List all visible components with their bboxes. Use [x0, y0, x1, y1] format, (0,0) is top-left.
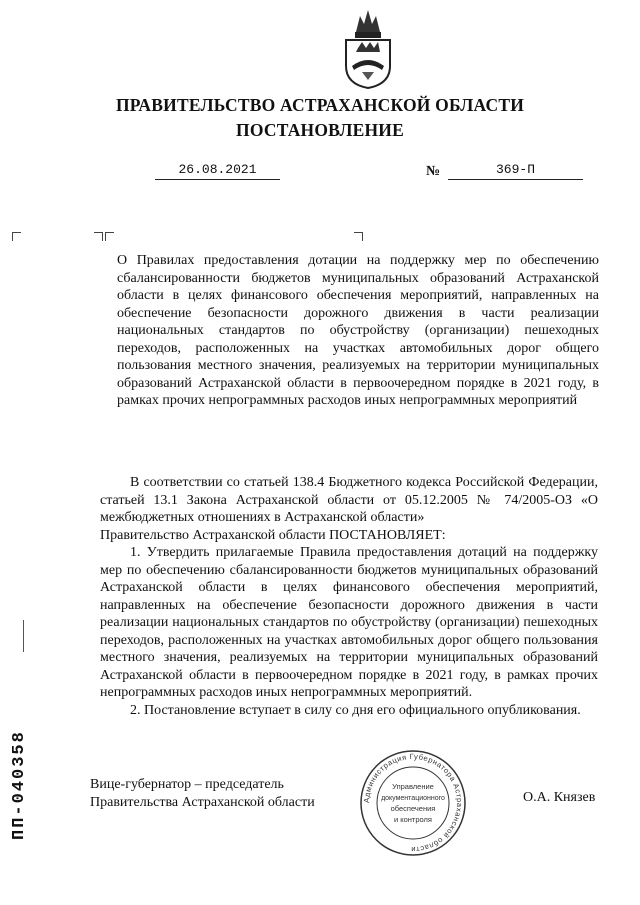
astrakhan-coat-of-arms-icon: [340, 8, 396, 90]
official-stamp: [358, 748, 468, 858]
serial-number: ПП-040358: [10, 730, 29, 840]
corner-mark-left: [12, 232, 21, 241]
document-body: [100, 474, 598, 719]
number-label: №: [426, 164, 441, 179]
margin-line: [23, 620, 24, 652]
item-1-paragraph: 1. Утвердить прилагаемые Правила предоставления дотаций на поддержку мер по обеспечению сбалансированности бюджетов муниципальных образований Астраханской области в целях финансового обеспечения мероприятий, направленных на обеспечение безопасности дорожного движения в части реализации национальных стандартов по обустройству (организации) пешеходных переходов, расположенных на участках автомобильных дорог общего пользования местного значения, реализуемых на территории муниципальных образований Астраханской области в первоочередном порядке в 2021 году, в рамках прочих непрограммных расходов иных непрограммных мероприятий.: [100, 545, 598, 700]
signer-position-line2: Правительства Астраханской области: [90, 794, 315, 810]
svg-text:и контроля: и контроля: [393, 815, 433, 824]
corner-mark-title-right: [105, 232, 114, 241]
svg-text:документационного: документационного: [381, 795, 445, 802]
organization-title: ПРАВИТЕЛЬСТВО АСТРАХАНСКОЙ ОБЛАСТИ: [115, 95, 525, 115]
document-date: 26.08.2021: [155, 162, 280, 180]
svg-text:Управление: Управление: [392, 782, 434, 791]
serial-wrapper: [10, 730, 120, 859]
item-2-paragraph: 2. Постановление вступает в силу со дня его официального опубликования.: [130, 702, 581, 718]
document-title: О Правилах предоставления дотации на поддержку мер по обеспечению сбалансированности бюджетов муниципальных образований Астраханской области в целях финансового обеспечения мероприятий, направленных на обеспечение безопасности дорожного движения в части реализации национальных стандартов по обустройству (организации) пешеходных переходов, расположенных на участках автомобильных дорог общего пользования местного значения, реализуемых на территории муниципальных образований Астраханской области в первоочередном порядке в 2021 году, в рамках прочих непрограммных расходов иных непрограммных мероприятий: [117, 253, 599, 408]
signer-position: [90, 776, 315, 811]
svg-text:Администрация Губернатора Астр: Администрация Губернатора Астраханской области: [361, 751, 465, 855]
preamble-paragraph: В соответствии со статьей 138.4 Бюджетного кодекса Российской Федерации, статьей 13.1 Закона Астраханской области от 05.12.2005 № 74/2005-ОЗ «О межбюджетных отношениях в Астраханской области»: [100, 475, 598, 525]
document-type: ПОСТАНОВЛЕНИЕ: [236, 120, 404, 140]
resolves-line: Правительство Астраханской области ПОСТАНОВЛЯЕТ:: [100, 527, 446, 543]
document-number: 369-П: [448, 162, 583, 180]
svg-text:обеспечения: обеспечения: [390, 804, 436, 813]
corner-mark-right: [354, 232, 363, 241]
corner-mark-title-left: [94, 232, 103, 241]
signer-name: О.А. Князев: [523, 790, 596, 805]
signer-position-line1: Вице-губернатор – председатель: [90, 777, 284, 792]
